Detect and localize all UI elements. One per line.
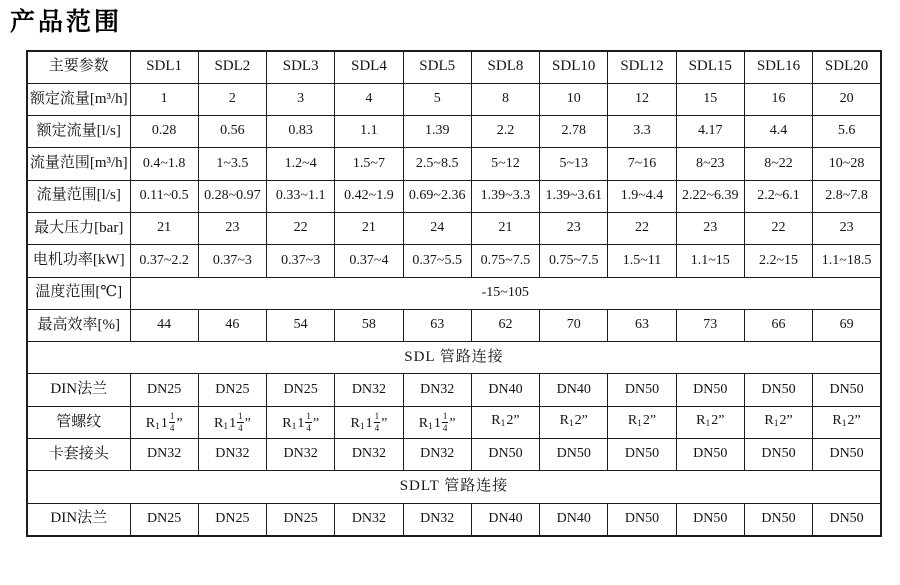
cell: DN32 [335, 503, 403, 536]
cell: DN40 [540, 503, 608, 536]
thread-subscript: 1 [155, 421, 160, 432]
cell: 44 [130, 309, 198, 341]
cell: 0.4~1.8 [130, 148, 198, 180]
cell: 0.37~3 [267, 245, 335, 277]
cell: DN50 [813, 439, 881, 471]
cell: 20 [813, 83, 881, 115]
cell: 1.5~7 [335, 148, 403, 180]
cell: DN40 [540, 374, 608, 406]
column-header: SDL12 [608, 51, 676, 84]
row-label: 最高效率[%] [27, 309, 130, 341]
fraction: $\frac{1}{4}$ [169, 410, 175, 433]
page-title: 产品范围 [10, 8, 123, 36]
cell: DN25 [198, 374, 266, 406]
thread-subscript: 1 [637, 419, 642, 430]
header-row [27, 51, 881, 84]
cell: 10~28 [813, 148, 881, 180]
cell: 2.8~7.8 [813, 180, 881, 212]
cell: 0.33~1.1 [267, 180, 335, 212]
cell: 22 [608, 212, 676, 244]
cell: DN32 [403, 439, 471, 471]
column-header: SDL5 [403, 51, 471, 84]
cell: 5~13 [540, 148, 608, 180]
cell: $R_11$ $\frac{1}{4}$ ” [267, 406, 335, 438]
table-row [27, 148, 881, 180]
cell: DN32 [403, 503, 471, 536]
cell: $R_12$” [813, 406, 881, 438]
table-row [27, 374, 881, 406]
cell: DN50 [608, 374, 676, 406]
cell: 63 [403, 309, 471, 341]
cell: 4.17 [676, 116, 744, 148]
product-table-body [27, 51, 881, 536]
cell: 70 [540, 309, 608, 341]
section-row [27, 342, 881, 374]
cell: 5.6 [813, 116, 881, 148]
cell: 21 [335, 212, 403, 244]
column-header: SDL8 [471, 51, 539, 84]
cell: 0.75~7.5 [471, 245, 539, 277]
thread-subscript: 1 [841, 419, 847, 430]
cell: DN50 [813, 374, 881, 406]
row-label: 流量范围[l/s] [27, 180, 130, 212]
row-label: 最大压力[bar] [27, 212, 130, 244]
cell: 2.2~6.1 [744, 180, 812, 212]
cell: 7~16 [608, 148, 676, 180]
cell: $R_12$” [608, 406, 676, 438]
cell: 1.2~4 [267, 148, 335, 180]
cell: 0.11~0.5 [130, 180, 198, 212]
cell: DN50 [813, 503, 881, 536]
thread-subscript: 1 [359, 421, 365, 432]
cell: DN32 [335, 439, 403, 471]
row-label: 卡套接头 [27, 439, 130, 471]
cell: $R_12$” [540, 406, 608, 438]
cell: DN32 [198, 439, 266, 471]
cell: DN40 [471, 503, 539, 536]
row-label: 额定流量[l/s] [27, 116, 130, 148]
cell: $R_11$ $\frac{1}{4}$ ” [335, 406, 403, 438]
column-header: SDL15 [676, 51, 744, 84]
thread-subscript: 1 [223, 421, 229, 432]
cell: 63 [608, 309, 676, 341]
table-row [27, 503, 881, 536]
cell: 23 [198, 212, 266, 244]
cell: 62 [471, 309, 539, 341]
cell: 1.1~18.5 [813, 245, 881, 277]
cell: DN50 [744, 503, 812, 536]
row-label: 管螺纹 [27, 406, 130, 438]
cell: 21 [471, 212, 539, 244]
cell: 1.39 [403, 116, 471, 148]
table-row [27, 406, 881, 438]
product-table [26, 50, 882, 537]
cell: 73 [676, 309, 744, 341]
cell: DN50 [608, 439, 676, 471]
thread-subscript: 1 [705, 419, 711, 430]
column-header: SDL2 [198, 51, 266, 84]
fraction: $\frac{1}{4}$ [442, 410, 448, 433]
section-label: SDLT 管路连接 [27, 471, 881, 503]
cell: DN50 [676, 439, 744, 471]
cell: 0.75~7.5 [540, 245, 608, 277]
cell: 1.1~15 [676, 245, 744, 277]
cell: DN32 [130, 439, 198, 471]
cell: $R_12$” [471, 406, 539, 438]
cell: 2.22~6.39 [676, 180, 744, 212]
table-row [27, 116, 881, 148]
cell: 8~22 [744, 148, 812, 180]
fraction: $\frac{1}{4}$ [238, 410, 243, 433]
row-label: 温度范围[℃] [27, 277, 130, 309]
fraction: $\frac{1}{4}$ [374, 410, 380, 433]
cell: DN25 [198, 503, 266, 536]
table-row [27, 180, 881, 212]
cell: DN50 [608, 503, 676, 536]
cell: 0.56 [198, 116, 266, 148]
cell: 23 [540, 212, 608, 244]
row-label: DIN法兰 [27, 503, 130, 536]
header-param-label: 主要参数 [27, 51, 130, 84]
column-header: SDL10 [540, 51, 608, 84]
cell: 8 [471, 83, 539, 115]
cell: 16 [744, 83, 812, 115]
row-label: 流量范围[m³/h] [27, 148, 130, 180]
thread-subscript: 1 [500, 419, 506, 430]
page [0, 6, 900, 537]
column-header: SDL4 [335, 51, 403, 84]
cell: 4.4 [744, 116, 812, 148]
cell: DN50 [676, 503, 744, 536]
thread-subscript: 1 [568, 419, 574, 430]
cell: 0.69~2.36 [403, 180, 471, 212]
cell: 1~3.5 [198, 148, 266, 180]
cell: $R_11$ $\frac{1}{4}$ ” [198, 406, 266, 438]
cell: 15 [676, 83, 744, 115]
cell: DN40 [471, 374, 539, 406]
cell: 4 [335, 83, 403, 115]
cell: 1.5~11 [608, 245, 676, 277]
column-header: SDL1 [130, 51, 198, 84]
cell: DN25 [130, 374, 198, 406]
column-header: SDL3 [267, 51, 335, 84]
cell: 2 [198, 83, 266, 115]
cell: $R_11$ $\frac{1}{4}$ ” [403, 406, 471, 438]
thread-subscript: 1 [773, 419, 779, 430]
section-label: SDL 管路连接 [27, 342, 881, 374]
cell: 21 [130, 212, 198, 244]
cell: 10 [540, 83, 608, 115]
cell: 69 [813, 309, 881, 341]
cell: 1.1 [335, 116, 403, 148]
cell: 0.37~3 [198, 245, 266, 277]
cell: 23 [676, 212, 744, 244]
cell: 1 [130, 83, 198, 115]
cell: 5~12 [471, 148, 539, 180]
cell: DN50 [744, 374, 812, 406]
cell: 22 [744, 212, 812, 244]
cell: 0.37~2.2 [130, 245, 198, 277]
cell: $R_12$” [744, 406, 812, 438]
thread-subscript: 1 [291, 421, 297, 432]
column-header: SDL20 [813, 51, 881, 84]
cell: 1.9~4.4 [608, 180, 676, 212]
cell: 3 [267, 83, 335, 115]
cell: 2.2~15 [744, 245, 812, 277]
column-header: SDL16 [744, 51, 812, 84]
cell: 0.37~4 [335, 245, 403, 277]
cell: 2.2 [471, 116, 539, 148]
cell: DN50 [540, 439, 608, 471]
cell: 66 [744, 309, 812, 341]
cell: 23 [813, 212, 881, 244]
cell: 2.5~8.5 [403, 148, 471, 180]
cell: 0.42~1.9 [335, 180, 403, 212]
cell: 0.37~5.5 [403, 245, 471, 277]
cell: $R_11$ $\frac{1}{4}$ ” [130, 406, 198, 438]
cell: DN25 [267, 374, 335, 406]
cell: 0.28~0.97 [198, 180, 266, 212]
cell: DN32 [267, 439, 335, 471]
cell: 0.83 [267, 116, 335, 148]
cell: DN50 [676, 374, 744, 406]
fraction: $\frac{1}{4}$ [306, 410, 311, 433]
cell: 2.78 [540, 116, 608, 148]
cell: DN32 [403, 374, 471, 406]
cell: 46 [198, 309, 266, 341]
table-row [27, 83, 881, 115]
row-label: 电机功率[kW] [27, 245, 130, 277]
cell: 12 [608, 83, 676, 115]
table-row [27, 245, 881, 277]
cell: 1.39~3.61 [540, 180, 608, 212]
cell: DN32 [335, 374, 403, 406]
cell: 1.39~3.3 [471, 180, 539, 212]
cell: 54 [267, 309, 335, 341]
row-label: 额定流量[m³/h] [27, 83, 130, 115]
cell: 58 [335, 309, 403, 341]
thread-subscript: 1 [428, 421, 433, 432]
cell: DN25 [130, 503, 198, 536]
cell: 3.3 [608, 116, 676, 148]
section-row [27, 471, 881, 503]
table-row [27, 309, 881, 341]
cell: 22 [267, 212, 335, 244]
cell: 8~23 [676, 148, 744, 180]
table-row [27, 212, 881, 244]
cell: DN50 [471, 439, 539, 471]
cell: 5 [403, 83, 471, 115]
table-row [27, 277, 881, 309]
cell: 24 [403, 212, 471, 244]
span-cell: -15~105 [130, 277, 881, 309]
table-row [27, 439, 881, 471]
row-label: DIN法兰 [27, 374, 130, 406]
cell: DN50 [744, 439, 812, 471]
cell: 0.28 [130, 116, 198, 148]
cell: $R_12$” [676, 406, 744, 438]
cell: DN25 [267, 503, 335, 536]
